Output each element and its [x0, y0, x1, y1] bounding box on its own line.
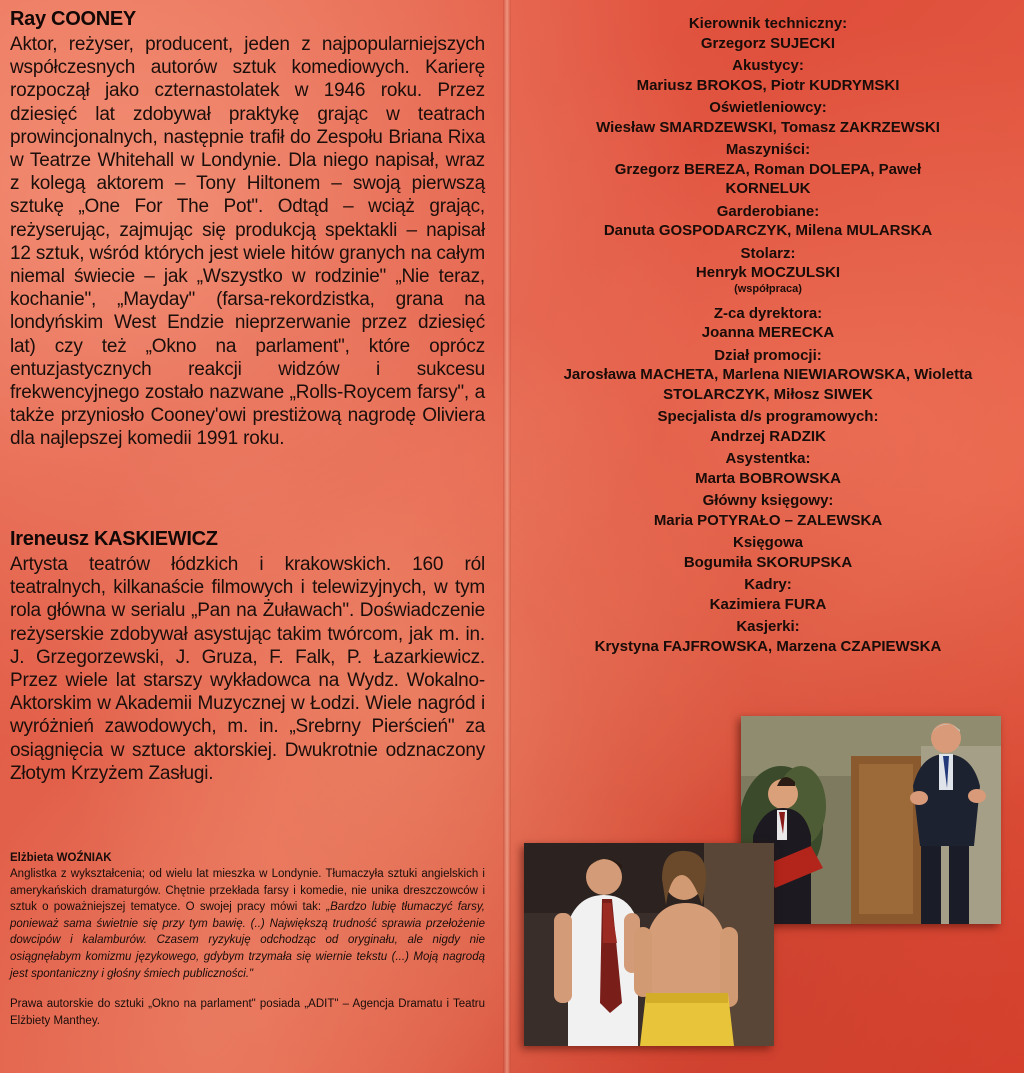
credit-names: Joanna MERECKA: [701, 324, 835, 341]
credit-entry: [520, 202, 1016, 241]
credit-entry: [603, 140, 933, 199]
credit-names: Kazimiera FURA: [709, 595, 827, 613]
bio-name: Ireneusz KASKIEWICZ: [10, 528, 218, 550]
stage-photo-two-men: [524, 843, 774, 1046]
credit-names: Andrzej RADZIK: [710, 427, 826, 445]
bio-name: Ray COONEY: [10, 8, 136, 30]
credit-names: Danuta GOSPODARCZYK, Milena MULARSKA: [603, 222, 933, 239]
credit-names: Grzegorz BEREZA, Roman DOLEPA, Paweł KORNELUK: [614, 160, 922, 197]
translator-section: [10, 852, 485, 1029]
credit-role: Główny księgowy:: [702, 492, 834, 509]
credit-names: Grzegorz SUJECKI: [700, 34, 836, 52]
credit-role: Z-ca dyrektora:: [713, 304, 823, 322]
credit-entry: [520, 449, 1016, 488]
credit-role: Oświetleniowcy:: [709, 99, 827, 116]
credit-entry: [520, 533, 1016, 572]
credit-role: Garderobiane:: [716, 202, 820, 220]
credit-entry: [520, 304, 1016, 343]
credit-role: Kadry:: [744, 576, 792, 593]
translator-quote: „Bardzo lubię tłumaczyć farsy, ponieważ sama świetnie się przy tym bawię. (..) Największą trudność sprawia przełożenie dowcipów i kalamburów. Czasem ryzykuję odchodząc od oryginału, ale nigdy nie osiągnęłabym komizmu językowego, gdybym trzymała się wiernie tekstu (...) Moją nagrodą jest spontaniczny i głośny śmiech publiczności.": [10, 901, 485, 980]
page-fold: [503, 0, 511, 1073]
rights-note: Prawa autorskie do sztuki „Okno na parlament" posiada „ADIT" – Agencja Dramatu i Teatru Elżbiety Manthey.: [10, 998, 485, 1027]
credit-entry: [520, 575, 1016, 614]
credits-list: [520, 14, 1016, 659]
credit-entry: [558, 346, 978, 405]
credit-names: Mariusz BROKOS, Piotr KUDRYMSKI: [636, 76, 900, 94]
credit-names: Jarosława MACHETA, Marlena NIEWIAROWSKA, Wioletta STOLARCZYK, Miłosz SIWEK: [563, 366, 973, 403]
translator-name: Elżbieta WOŹNIAK: [10, 852, 112, 864]
credit-names: Henryk MOCZULSKI: [695, 264, 841, 281]
credit-role: Akustycy:: [732, 57, 804, 74]
credit-entry: [520, 98, 1016, 137]
credit-entry: [520, 407, 1016, 446]
credit-names: Wiesław SMARDZEWSKI, Tomasz ZAKRZEWSKI: [596, 118, 940, 136]
bio-cooney: [10, 8, 485, 451]
credit-role: Asystentka:: [725, 450, 811, 467]
translator-intro: Anglistka z wykształcenia; od wielu lat mieszka w Londynie. Tłumaczyła sztuki angielskich i amerykańskich dramaturgów. Chętnie przekłada farsy i komedie, nie unika dreszczowców i sztuk o poważniejszej tematyce. O swojej pracy mówi tak:: [10, 868, 485, 914]
credit-names: Marta BOBROWSKA: [695, 469, 841, 487]
credit-role: Kierownik techniczny:: [688, 15, 848, 32]
stage-photo-three-men: [741, 716, 1001, 924]
left-column: [10, 8, 485, 1027]
credit-entry: [520, 617, 1016, 656]
translator-text: [10, 866, 485, 982]
credit-entry: [520, 14, 1016, 53]
credit-role: Kasjerki:: [736, 618, 800, 635]
credit-role: Maszyniści:: [725, 141, 811, 158]
credit-entry: [520, 56, 1016, 95]
credit-names: Bogumiła SKORUPSKA: [683, 553, 853, 571]
credit-role: Dział promocji:: [714, 346, 822, 364]
credit-entry: [520, 491, 1016, 530]
credit-role: Specjalista d/s programowych:: [657, 408, 879, 425]
credit-entry: [520, 244, 1016, 296]
bio-kaskiewicz: [10, 528, 485, 785]
credit-role: Stolarz:: [740, 244, 796, 262]
credit-note: (współpraca): [734, 282, 802, 295]
credit-names: Maria POTYRAŁO – ZALEWSKA: [653, 511, 883, 529]
bio-text: Aktor, reżyser, producent, jeden z najpopularniejszych współczesnych autorów sztuk komediowych. Karierę rozpoczął jako czternastolatek w 1946 roku. Przez dziesięć lat zdobywał praktykę grając w teatrach prowincjonalnych, następnie trafił do Zespołu Briana Rixa w Teatrze Whitehall w Londynie. Dla niego napisał, wraz z kolegą aktorem – Tony Hiltonem – swoją pierwszą sztukę „One For The Pot". Odtąd – wciąż grając, reżyserując, zajmując się produkcją spektakli – napisał 12 sztuk, wśród których jest wiele hitów granych na całym niemal świecie – jak „Wszystko w rodzinie" „Nie teraz, kochanie", „Mayday" (farsa-rekordzistka, grana na londyńskim West Endzie nieprzerwanie przez dziesięć lat) czy też „Okno na parlament", które oprócz entuzjastycznych reakcji widzów i sukcesu frekwencyjnego zostało nazwane „Rolls-Roycem farsy", a także przyniosło Cooney'owi prestiżową nagrodę Oliviera dla najlepszej komedii 1991 roku.: [10, 34, 485, 450]
bio-text: Artysta teatrów łódzkich i krakowskich. 160 ról teatralnych, kilkanaście filmowych i telewizyjnych, w tym rola główna w serialu „Pan na Żuławach". Doświadczenie reżyserskie zdobywał asystując takim twórcom, jak m. in. J. Grzegorzewski, J. Gruza, F. Falk, P. Łazarkiewicz. Przez wiele lat starszy wykładowca na Wydz. Wokalno-Aktorskim w Akademii Muzycznej w Łodzi. Wiele nagród i wyróżnień zawodowych, m. in. „Srebrny Pierścień" za osiągnięcia w sztuce aktorskiej. Dwukrotnie odznaczony Złotym Krzyżem Zasługi.: [10, 554, 485, 784]
credit-role: Księgowa: [732, 534, 804, 551]
credit-names: Krystyna FAJFROWSKA, Marzena CZAPIEWSKA: [594, 637, 942, 655]
